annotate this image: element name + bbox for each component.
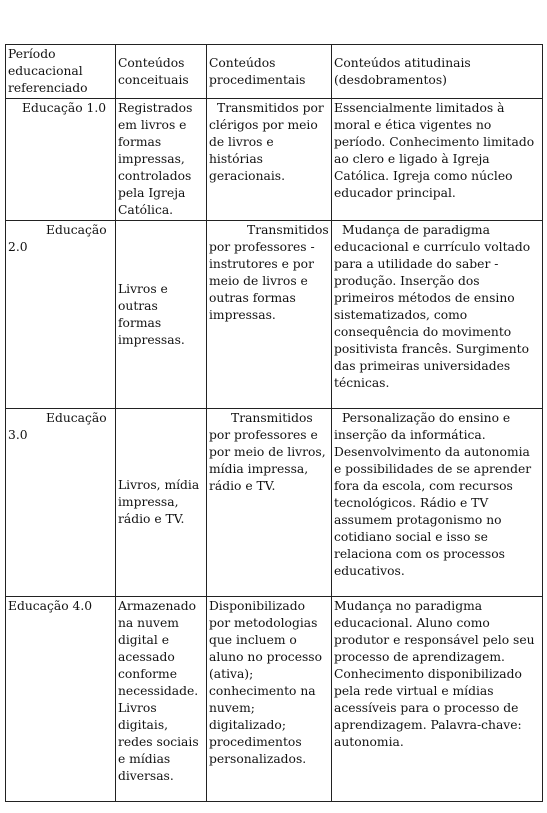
header-attitudinal: Conteúdos atitudinais (desdobramentos) bbox=[332, 45, 543, 99]
cell-attitudinal: Mudança de paradigma educacional e currículo voltado para a utilidade do saber - produção. Inserção dos primeiros métodos de ensino sistematizados, como consequência do movimento positivista francês. Surgimento das primeiras universidades técnicas. bbox=[332, 221, 543, 409]
cell-conceptual: Livros e outras formas impressas. bbox=[116, 221, 207, 409]
cell-attitudinal: Mudança no paradigma educacional. Aluno como produtor e responsável pelo seu processo de aprendizagem. Conhecimento disponibilizado pela rede virtual e mídias acessíveis para o processo de aprendizagem. Palavra-chave: autonomia. bbox=[332, 597, 543, 802]
cell-procedural: Transmitidos por clérigos por meio de livros e histórias geracionais. bbox=[207, 99, 332, 221]
cell-attitudinal: Personalização do ensino e inserção da informática. Desenvolvimento da autonomia e possibilidades de se aprender fora da escola, com recursos tecnológicos. Rádio e TV assumem protagonismo no cotidiano social e isso se relaciona com os processos educativos. bbox=[332, 409, 543, 597]
cell-period: Educação 3.0 bbox=[6, 409, 116, 597]
cell-procedural: Disponibilizado por metodologias que incluem o aluno no processo (ativa); conhecimento na nuvem; digitalizado; procedimentos personalizados. bbox=[207, 597, 332, 802]
cell-procedural: Transmitidos por professores - instrutores e por meio de livros e outras formas impressas. bbox=[207, 221, 332, 409]
cell-period: Educação 2.0 bbox=[6, 221, 116, 409]
table-row bbox=[6, 99, 543, 221]
header-period: Período educacional referenciado bbox=[6, 45, 116, 99]
table-header-row bbox=[6, 45, 543, 99]
header-procedural: Conteúdos procedimentais bbox=[207, 45, 332, 99]
cell-conceptual: Livros, mídia impressa, rádio e TV. bbox=[116, 409, 207, 597]
cell-conceptual: Armazenado na nuvem digital e acessado conforme necessidade. Livros digitais, redes sociais e mídias diversas. bbox=[116, 597, 207, 802]
table-row bbox=[6, 409, 543, 597]
table-row bbox=[6, 597, 543, 802]
cell-attitudinal: Essencialmente limitados à moral e ética vigentes no período. Conhecimento limitado ao clero e ligado à Igreja Católica. Igreja como núcleo educador principal. bbox=[332, 99, 543, 221]
table-row bbox=[6, 221, 543, 409]
cell-period: Educação 1.0 bbox=[6, 99, 116, 221]
cell-procedural: Transmitidos por professores e por meio de livros, mídia impressa, rádio e TV. bbox=[207, 409, 332, 597]
education-periods-table bbox=[5, 44, 543, 802]
cell-conceptual: Registrados em livros e formas impressas, controlados pela Igreja Católica. bbox=[116, 99, 207, 221]
header-conceptual: Conteúdos conceituais bbox=[116, 45, 207, 99]
cell-period: Educação 4.0 bbox=[6, 597, 116, 802]
